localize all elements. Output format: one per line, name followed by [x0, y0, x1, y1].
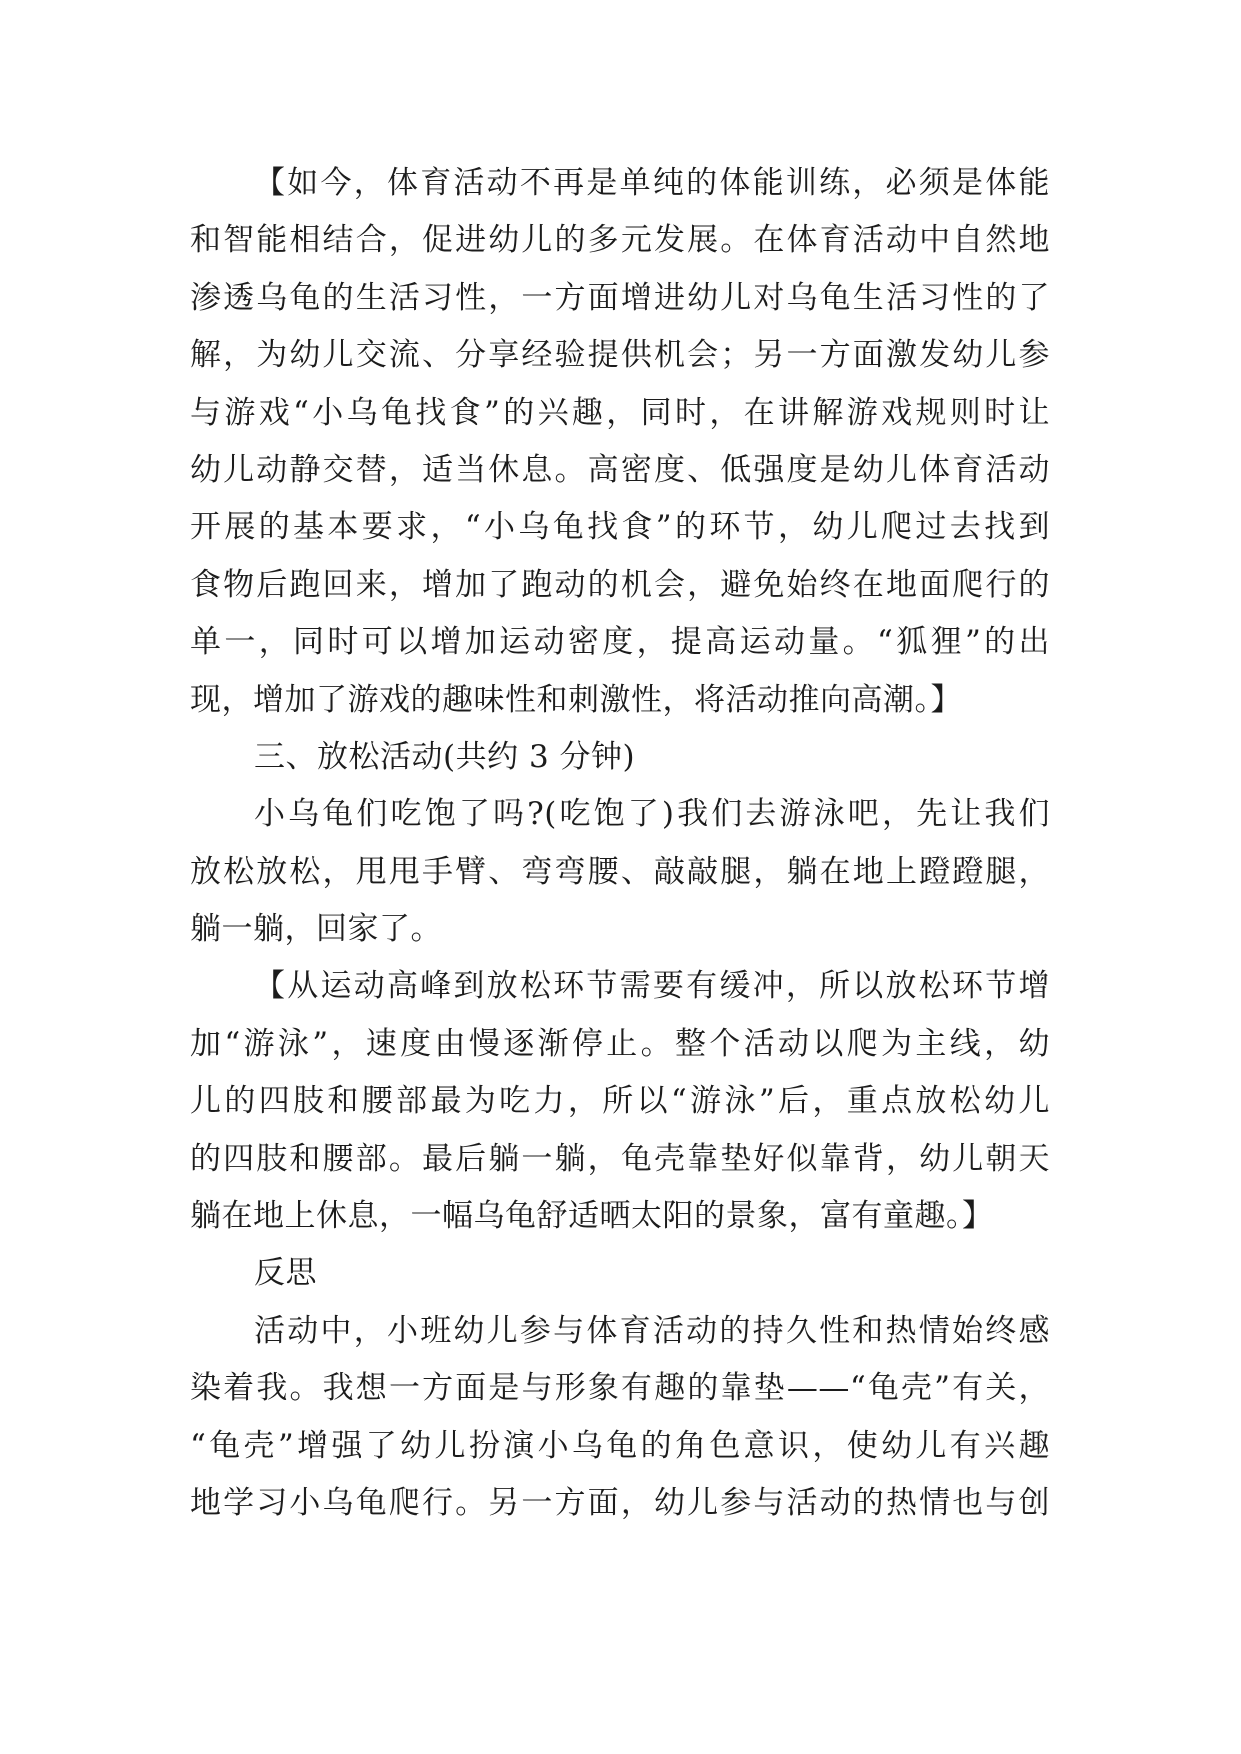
text-line: 躺一躺，回家了。	[190, 911, 442, 948]
text-line: 幼儿动静交替，适当休息。高密度、低强度是幼儿体育活动	[190, 451, 1050, 488]
text-line: 染着我。我想一方面是与形象有趣的靠垫——“龟壳”有关，	[190, 1370, 1050, 1407]
text-line: 反思	[254, 1255, 317, 1292]
text-line: 开展的基本要求，“小乌龟找食”的环节，幼儿爬过去找到	[190, 509, 1050, 546]
text-line: 活动中，小班幼儿参与体育活动的持久性和热情始终感	[254, 1312, 1050, 1349]
text-line: 【从运动高峰到放松环节需要有缓冲，所以放松环节增	[254, 968, 1050, 1005]
text-line: 的四肢和腰部。最后躺一躺，龟壳靠垫好似靠背，幼儿朝天	[190, 1140, 1050, 1177]
text-line: 三、放松活动(共约 3 分钟)	[254, 738, 636, 775]
text-line: 与游戏“小乌龟找食”的兴趣，同时，在讲解游戏规则时让	[190, 394, 1050, 431]
text-line: 躺在地上休息，一幅乌龟舒适晒太阳的景象，富有童趣。】	[190, 1198, 994, 1235]
text-line: 食物后跑回来，增加了跑动的机会，避免始终在地面爬行的	[190, 566, 1050, 603]
document-body	[190, 155, 1050, 1532]
text-line: 单一，同时可以增加运动密度，提高运动量。“狐狸”的出	[190, 624, 1050, 661]
text-line: 加“游泳”，速度由慢逐渐停止。整个活动以爬为主线，幼	[190, 1025, 1050, 1062]
text-line: 小乌龟们吃饱了吗?(吃饱了)我们去游泳吧，先让我们	[254, 796, 1050, 833]
text-line: 儿的四肢和腰部最为吃力，所以“游泳”后，重点放松幼儿	[190, 1083, 1050, 1120]
text-line: 【如今，体育活动不再是单纯的体能训练，必须是体能	[254, 165, 1050, 201]
text-line: 地学习小乌龟爬行。另一方面，幼儿参与活动的热情也与创	[190, 1484, 1050, 1521]
text-line: 解，为幼儿交流、分享经验提供机会；另一方面激发幼儿参	[190, 337, 1050, 374]
text-line: 放松放松，甩甩手臂、弯弯腰、敲敲腿，躺在地上蹬蹬腿，	[190, 853, 1050, 890]
text-line: 现，增加了游戏的趣味性和刺激性，将活动推向高潮。】	[190, 681, 962, 718]
text-line: “龟壳”增强了幼儿扮演小乌龟的角色意识，使幼儿有兴趣	[190, 1427, 1050, 1464]
text-line: 和智能相结合，促进幼儿的多元发展。在体育活动中自然地	[190, 222, 1050, 259]
text-line: 渗透乌龟的生活习性，一方面增进幼儿对乌龟生活习性的了	[190, 279, 1050, 316]
